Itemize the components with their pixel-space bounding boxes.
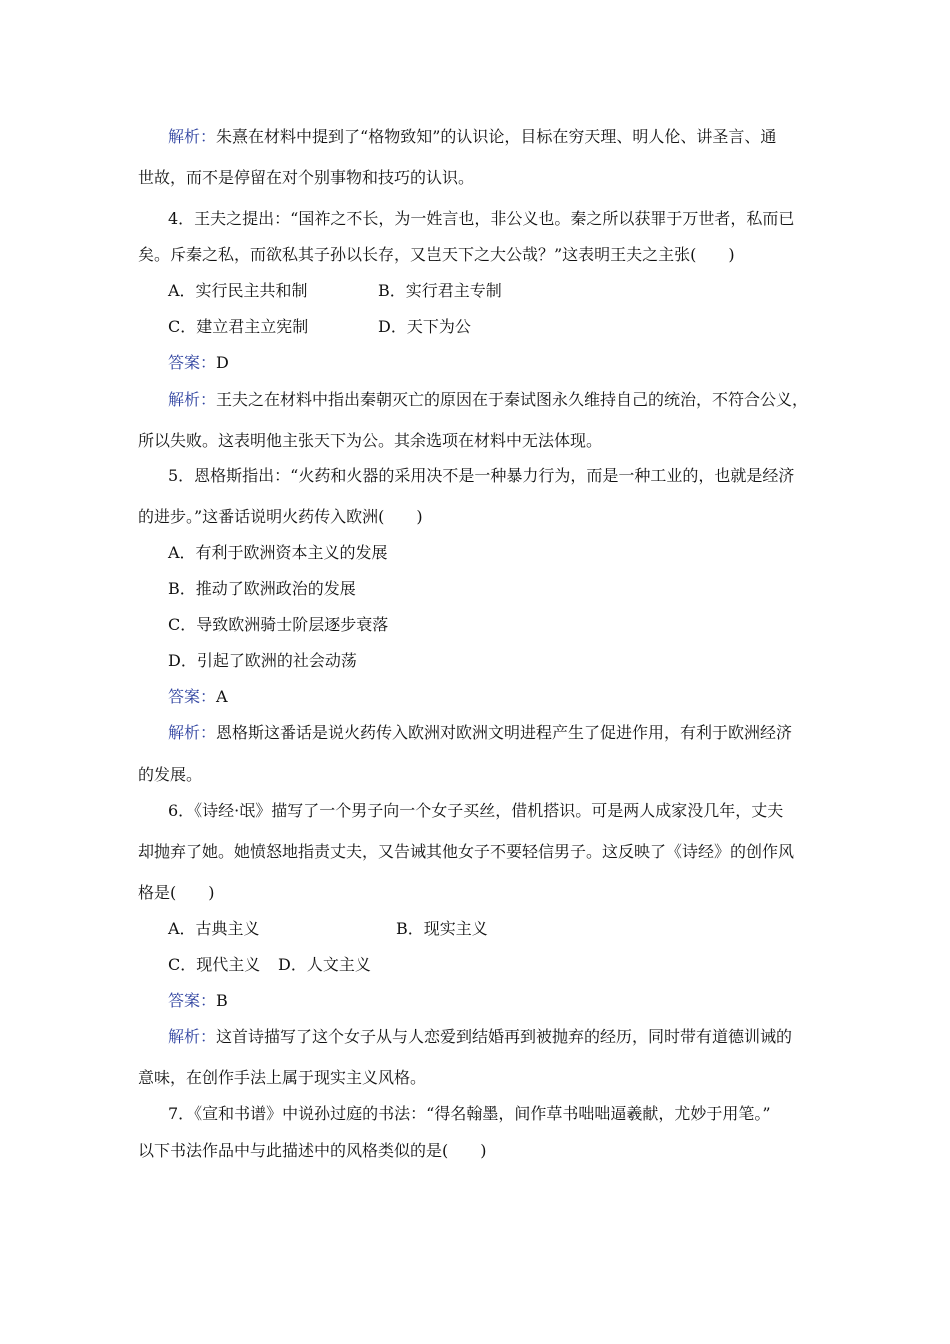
- q5-analysis-text-1: 恩格斯这番话是说火药传入欧洲对欧洲文明进程产生了促进作用，有利于欧洲经济: [216, 723, 793, 742]
- q6-option-a: A．古典主义: [168, 919, 260, 938]
- q4-answer-label: 答案：: [168, 353, 217, 372]
- q6-answer-label: 答案：: [168, 991, 217, 1010]
- q5-analysis-line-2: 的发展。: [138, 765, 203, 784]
- q4-analysis-line-2: 所以失败。这表明他主张天下为公。其余选项在材料中无法体现。: [138, 431, 603, 450]
- q6-stem-line-1: 6．《诗经·氓》描写了一个男子向一个女子买丝，借机搭识。可是两人成家没几年，丈夫: [168, 801, 784, 820]
- q5-option-a: A．有利于欧洲资本主义的发展: [168, 543, 388, 562]
- q5-answer: [168, 687, 228, 707]
- q6-analysis-label: 解析：: [168, 1027, 217, 1046]
- q5-answer-value: A: [216, 687, 228, 706]
- q3-analysis-text-1: 朱熹在材料中提到了“格物致知”的认识论，目标在穷天理、明人伦、讲圣言、通: [216, 127, 777, 146]
- q5-analysis-label: 解析：: [168, 723, 217, 742]
- q4-stem-line-1: 4．王夫之提出：“国祚之不长，为一姓言也，非公义也。秦之所以获罪于万世者，私而已: [168, 209, 795, 228]
- q6-answer: [168, 991, 228, 1011]
- q6-answer-value: B: [216, 991, 228, 1010]
- q7-stem-line-2: 以下书法作品中与此描述中的风格类似的是( ): [138, 1141, 487, 1160]
- q5-stem-line-2: 的进步。”这番话说明火药传入欧洲( ): [138, 507, 423, 526]
- q4-analysis-label: 解析：: [168, 390, 217, 409]
- q4-analysis-line-1: [168, 390, 808, 410]
- q4-option-a: A．实行民主共和制: [168, 281, 308, 300]
- q4-option-c: C．建立君主立宪制: [168, 317, 309, 336]
- q4-stem-line-2: 矣。斥秦之私，而欲私其子孙以长存，又岂天下之大公哉？”这表明王夫之主张( ): [138, 245, 735, 264]
- q4-analysis-text-1: 王夫之在材料中指出秦朝灭亡的原因在于秦试图永久维持自己的统治，不符合公义，: [216, 390, 809, 409]
- q6-stem-line-2: 却抛弃了她。她愤怒地指责丈夫，又告诫其他女子不要轻信男子。这反映了《诗经》的创作风: [138, 842, 795, 861]
- q6-stem-line-3: 格是( ): [138, 883, 215, 902]
- q6-analysis-line-1: [168, 1027, 792, 1047]
- q5-option-c: C．导致欧洲骑士阶层逐步衰落: [168, 615, 389, 634]
- q3-analysis-label: 解析：: [168, 127, 217, 146]
- q6-analysis-text-1: 这首诗描写了这个女子从与人恋爱到结婚再到被抛弃的经历，同时带有道德训诫的: [216, 1027, 793, 1046]
- q7-stem-line-1: 7．《宣和书谱》中说孙过庭的书法：“得名翰墨，间作草书咄咄逼羲献，尤妙于用笔。”: [168, 1104, 771, 1123]
- q6-option-d: D．人文主义: [278, 955, 371, 974]
- q3-analysis-line-1: [168, 127, 776, 147]
- q4-option-d: D．天下为公: [378, 317, 471, 336]
- q6-option-b: B．现实主义: [396, 919, 488, 938]
- q4-option-b: B．实行君主专制: [378, 281, 502, 300]
- q5-stem-line-1: 5．恩格斯指出：“火药和火器的采用决不是一种暴力行为，而是一种工业的，也就是经济: [168, 466, 795, 485]
- q6-option-c: C．现代主义: [168, 955, 261, 974]
- q3-analysis-line-2: 世故，而不是停留在对个别事物和技巧的认识。: [138, 168, 475, 187]
- q6-analysis-line-2: 意味，在创作手法上属于现实主义风格。: [138, 1068, 427, 1087]
- q5-option-b: B．推动了欧洲政治的发展: [168, 579, 356, 598]
- q4-answer: [168, 353, 229, 373]
- q4-answer-value: D: [216, 353, 229, 372]
- q5-analysis-line-1: [168, 723, 792, 743]
- q5-option-d: D．引起了欧洲的社会动荡: [168, 651, 357, 670]
- q5-answer-label: 答案：: [168, 687, 217, 706]
